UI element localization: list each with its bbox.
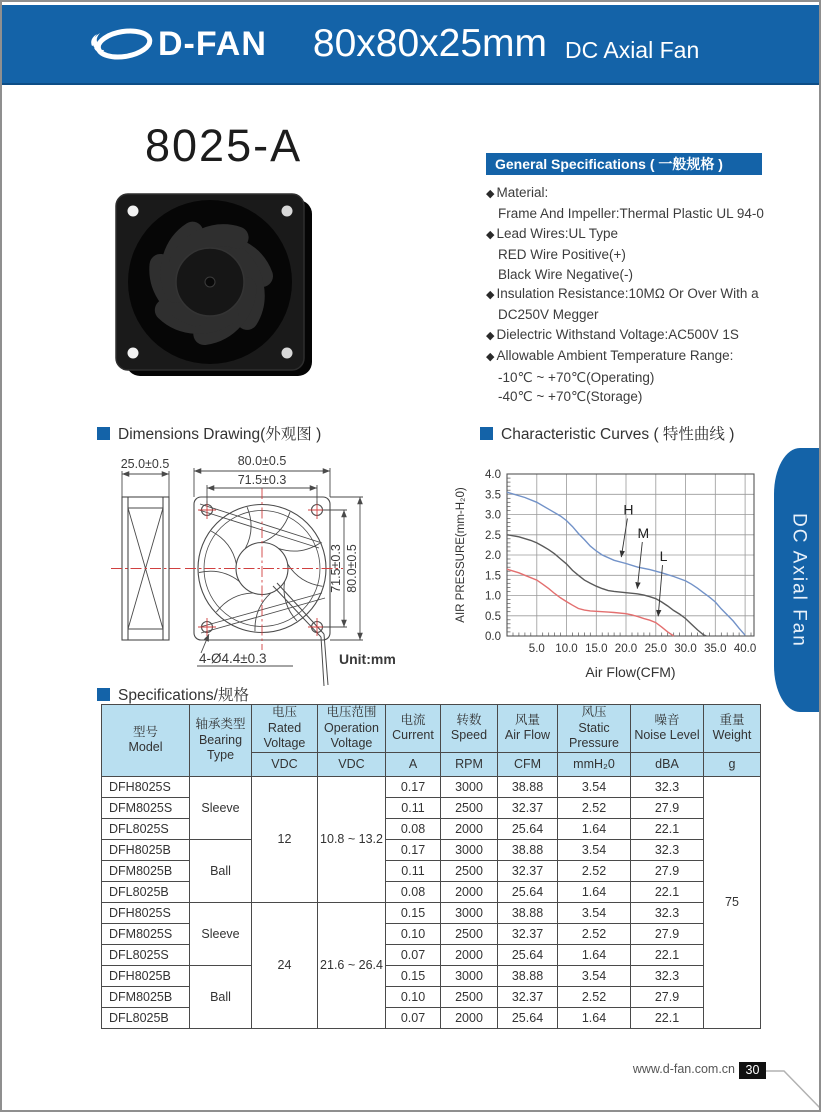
svg-text:L: L (659, 548, 668, 565)
spec-line-text: Black Wire Negative(-) (498, 266, 634, 282)
speed-cell: 2000 (441, 881, 498, 902)
spec-line (486, 325, 786, 346)
svg-text:Air Flow(CFM): Air Flow(CFM) (585, 664, 676, 680)
svg-text:0.5: 0.5 (485, 610, 501, 623)
speed-cell: 2500 (441, 986, 498, 1007)
noise-cell: 22.1 (631, 818, 704, 839)
speed-cell: 3000 (441, 902, 498, 923)
characteristic-curves-chart (452, 448, 767, 688)
section-title-text: Dimensions Drawing(外观图 ) (118, 426, 322, 443)
airflow-cell: 38.88 (498, 839, 558, 860)
fan-swoosh-logo-icon (88, 24, 154, 64)
current-cell: 0.15 (386, 902, 441, 923)
dim-hole-pitch-h: 71.5±0.3 (237, 473, 287, 487)
dim-hole-pitch-v: 71.5±0.3 (329, 544, 343, 593)
airflow-cell: 25.64 (498, 1007, 558, 1028)
noise-cell: 32.3 (631, 776, 704, 797)
svg-text:25.0: 25.0 (644, 643, 667, 655)
corner-decoration-line (766, 1064, 821, 1112)
current-cell: 0.08 (386, 818, 441, 839)
airflow-cell: 25.64 (498, 944, 558, 965)
speed-cell: 2000 (441, 944, 498, 965)
side-tab (774, 448, 821, 712)
noise-cell: 22.1 (631, 944, 704, 965)
current-cell: 0.11 (386, 797, 441, 818)
bearing-cell: Sleeve (190, 902, 252, 965)
operation-voltage-cell: 10.8 ~ 13.2 (318, 776, 386, 902)
table-row (102, 902, 761, 923)
pressure-cell: 3.54 (558, 839, 631, 860)
svg-text:M: M (637, 525, 650, 541)
svg-text:40.0: 40.0 (733, 643, 757, 655)
spec-line (486, 245, 786, 264)
noise-cell: 22.1 (631, 1007, 704, 1028)
table-row (102, 839, 761, 860)
col-unit: mmH₂0 (558, 752, 631, 776)
pressure-cell: 2.52 (558, 797, 631, 818)
noise-cell: 27.9 (631, 797, 704, 818)
spec-line-text: DC250V Megger (498, 307, 599, 323)
rated-voltage-cell: 24 (252, 902, 318, 1028)
table-row (102, 776, 761, 797)
col-header: 风压 Static Pressure (558, 705, 631, 753)
noise-cell: 27.9 (631, 923, 704, 944)
spec-line-text: -10℃ ~ +70℃(Operating) (498, 369, 655, 385)
table-row (102, 965, 761, 986)
col-unit: VDC (252, 752, 318, 776)
diamond-bullet-icon: ◆ (486, 188, 495, 200)
svg-text:30.0: 30.0 (674, 643, 697, 655)
col-unit: dBA (631, 752, 704, 776)
current-cell: 0.08 (386, 881, 441, 902)
section-title-curves (480, 422, 734, 444)
airflow-cell: 32.37 (498, 797, 558, 818)
col-unit: CFM (498, 752, 558, 776)
noise-cell: 32.3 (631, 839, 704, 860)
blue-square-bullet-icon (480, 427, 493, 440)
operation-voltage-cell: 21.6 ~ 26.4 (318, 902, 386, 1028)
product-type: DC Axial Fan (565, 36, 700, 63)
pressure-cell: 1.64 (558, 1007, 631, 1028)
spec-line-text: Allowable Ambient Temperature Range: (496, 348, 734, 364)
bearing-cell: Ball (190, 839, 252, 902)
blue-square-bullet-icon (97, 427, 110, 440)
col-unit: g (704, 752, 761, 776)
svg-text:2.5: 2.5 (485, 529, 501, 542)
svg-text:20.0: 20.0 (614, 643, 638, 655)
speed-cell: 2500 (441, 860, 498, 881)
col-header: 转数 Speed (441, 705, 498, 753)
diamond-bullet-icon: ◆ (486, 329, 495, 342)
weight-cell: 75 (704, 776, 761, 1028)
section-title-specifications (97, 683, 249, 705)
pressure-cell: 1.64 (558, 944, 631, 965)
spec-line (486, 387, 786, 406)
speed-cell: 3000 (441, 965, 498, 986)
pressure-cell: 1.64 (558, 881, 631, 902)
bearing-cell: Sleeve (190, 776, 252, 839)
airflow-cell: 25.64 (498, 881, 558, 902)
brand-name: D-FAN (158, 24, 267, 63)
section-title-dimensions (97, 422, 321, 444)
pressure-cell: 3.54 (558, 902, 631, 923)
pressure-cell: 3.54 (558, 965, 631, 986)
airflow-cell: 25.64 (498, 818, 558, 839)
airflow-cell: 38.88 (498, 776, 558, 797)
spec-line (486, 204, 786, 223)
svg-text:1.5: 1.5 (485, 570, 501, 583)
bearing-cell: Ball (190, 965, 252, 1028)
speed-cell: 3000 (441, 839, 498, 860)
section-title-text: Specifications/规格 (118, 687, 249, 704)
fan-product-photo (108, 190, 320, 386)
model-cell: DFL8025B (102, 881, 190, 902)
spec-line-text: Insulation Resistance:10MΩ Or Over With a (496, 286, 759, 302)
side-tab-label: DC Axial Fan (788, 512, 810, 648)
speed-cell: 2500 (441, 923, 498, 944)
model-cell: DFL8025S (102, 944, 190, 965)
current-cell: 0.17 (386, 839, 441, 860)
noise-cell: 27.9 (631, 860, 704, 881)
dim-unit: Unit:mm (339, 651, 396, 667)
current-cell: 0.17 (386, 776, 441, 797)
speed-cell: 2500 (441, 797, 498, 818)
svg-text:15.0: 15.0 (585, 643, 608, 655)
svg-text:35.0: 35.0 (704, 643, 727, 655)
spec-line (486, 305, 786, 324)
airflow-cell: 38.88 (498, 965, 558, 986)
spec-line (486, 224, 786, 245)
spec-line-text: Frame And Impeller:Thermal Plastic UL 94-0 (498, 206, 764, 222)
airflow-cell: 32.37 (498, 860, 558, 881)
model-cell: DFM8025S (102, 797, 190, 818)
svg-text:2.0: 2.0 (485, 550, 501, 562)
page-title: 8025-A (145, 120, 303, 171)
spec-line-text: -40℃ ~ +70℃(Storage) (498, 389, 643, 405)
svg-text:AIR PRESSURE(mm-H₂0): AIR PRESSURE(mm-H₂0) (455, 487, 467, 623)
svg-text:3.5: 3.5 (485, 489, 501, 502)
spec-line (486, 284, 786, 305)
svg-text:10.0: 10.0 (555, 643, 578, 655)
blue-square-bullet-icon (97, 688, 110, 701)
svg-text:0.0: 0.0 (485, 631, 501, 643)
brand-logo (88, 24, 267, 64)
col-header: 电流 Current (386, 705, 441, 753)
noise-cell: 32.3 (631, 902, 704, 923)
model-cell: DFH8025S (102, 776, 190, 797)
current-cell: 0.10 (386, 986, 441, 1007)
section-title-text: Characteristic Curves ( 特性曲线 ) (501, 426, 735, 443)
website-url: www.d-fan.com.cn (632, 1062, 735, 1076)
col-header: 风量 Air Flow (498, 705, 558, 753)
svg-text:3.0: 3.0 (485, 509, 501, 522)
model-cell: DFM8025S (102, 923, 190, 944)
dim-depth: 25.0±0.5 (120, 457, 170, 471)
spec-table (101, 704, 761, 1029)
model-cell: DFM8025B (102, 986, 190, 1007)
speed-cell: 2000 (441, 818, 498, 839)
current-cell: 0.07 (386, 1007, 441, 1028)
svg-text:1.0: 1.0 (485, 590, 501, 603)
noise-cell: 27.9 (631, 986, 704, 1007)
svg-text:5.0: 5.0 (528, 643, 545, 655)
spec-line-text: Dielectric Withstand Voltage:AC500V 1S (496, 326, 739, 342)
current-cell: 0.11 (386, 860, 441, 881)
page-number-badge: 30 (739, 1062, 766, 1079)
noise-cell: 22.1 (631, 881, 704, 902)
dim-height: 80.0±0.5 (345, 544, 359, 593)
dimensions-drawing (97, 446, 469, 688)
spec-line (486, 368, 786, 387)
pressure-cell: 2.52 (558, 923, 631, 944)
spec-line-text: Material: (496, 185, 549, 200)
current-cell: 0.07 (386, 944, 441, 965)
airflow-cell: 32.37 (498, 923, 558, 944)
model-cell: DFH8025B (102, 965, 190, 986)
svg-text:H: H (623, 501, 634, 518)
speed-cell: 2000 (441, 1007, 498, 1028)
col-header: 重量 Weight (704, 705, 761, 753)
noise-cell: 32.3 (631, 965, 704, 986)
col-header: 型号 Model (102, 705, 190, 777)
dim-holes: 4-Ø4.4±0.3 (199, 651, 267, 666)
model-cell: DFM8025B (102, 860, 190, 881)
airflow-cell: 32.37 (498, 986, 558, 1007)
col-header: 电压 Rated Voltage (252, 705, 318, 753)
pressure-cell: 3.54 (558, 776, 631, 797)
spec-line (486, 183, 786, 204)
diamond-bullet-icon: ◆ (486, 289, 495, 302)
spec-line (486, 346, 786, 367)
speed-cell: 3000 (441, 776, 498, 797)
col-header: 电压范围 Operation Voltage (318, 705, 386, 753)
rated-voltage-cell: 12 (252, 776, 318, 902)
general-specs-list (486, 183, 786, 406)
col-unit: VDC (318, 752, 386, 776)
current-cell: 0.15 (386, 965, 441, 986)
airflow-cell: 38.88 (498, 902, 558, 923)
size-title: 80x80x25mm (312, 22, 548, 65)
pressure-cell: 1.64 (558, 818, 631, 839)
pressure-cell: 2.52 (558, 860, 631, 881)
model-cell: DFL8025B (102, 1007, 190, 1028)
current-cell: 0.10 (386, 923, 441, 944)
general-specs-header: General Specifications ( 一般规格 ) (486, 153, 762, 175)
header-banner (2, 5, 819, 85)
model-cell: DFH8025S (102, 902, 190, 923)
diamond-bullet-icon: ◆ (486, 351, 495, 364)
model-cell: DFL8025S (102, 818, 190, 839)
spec-line (486, 265, 786, 284)
col-header: 噪音 Noise Level (631, 705, 704, 753)
col-unit: A (386, 752, 441, 776)
col-unit: RPM (441, 752, 498, 776)
spec-line-text: RED Wire Positive(+) (498, 247, 626, 263)
dim-width: 80.0±0.5 (237, 454, 287, 468)
pressure-cell: 2.52 (558, 986, 631, 1007)
spec-line-text: Lead Wires:UL Type (496, 225, 619, 241)
svg-text:4.0: 4.0 (485, 469, 501, 481)
diamond-bullet-icon: ◆ (486, 228, 495, 241)
col-header: 轴承类型 Bearing Type (190, 705, 252, 777)
model-cell: DFH8025B (102, 839, 190, 860)
